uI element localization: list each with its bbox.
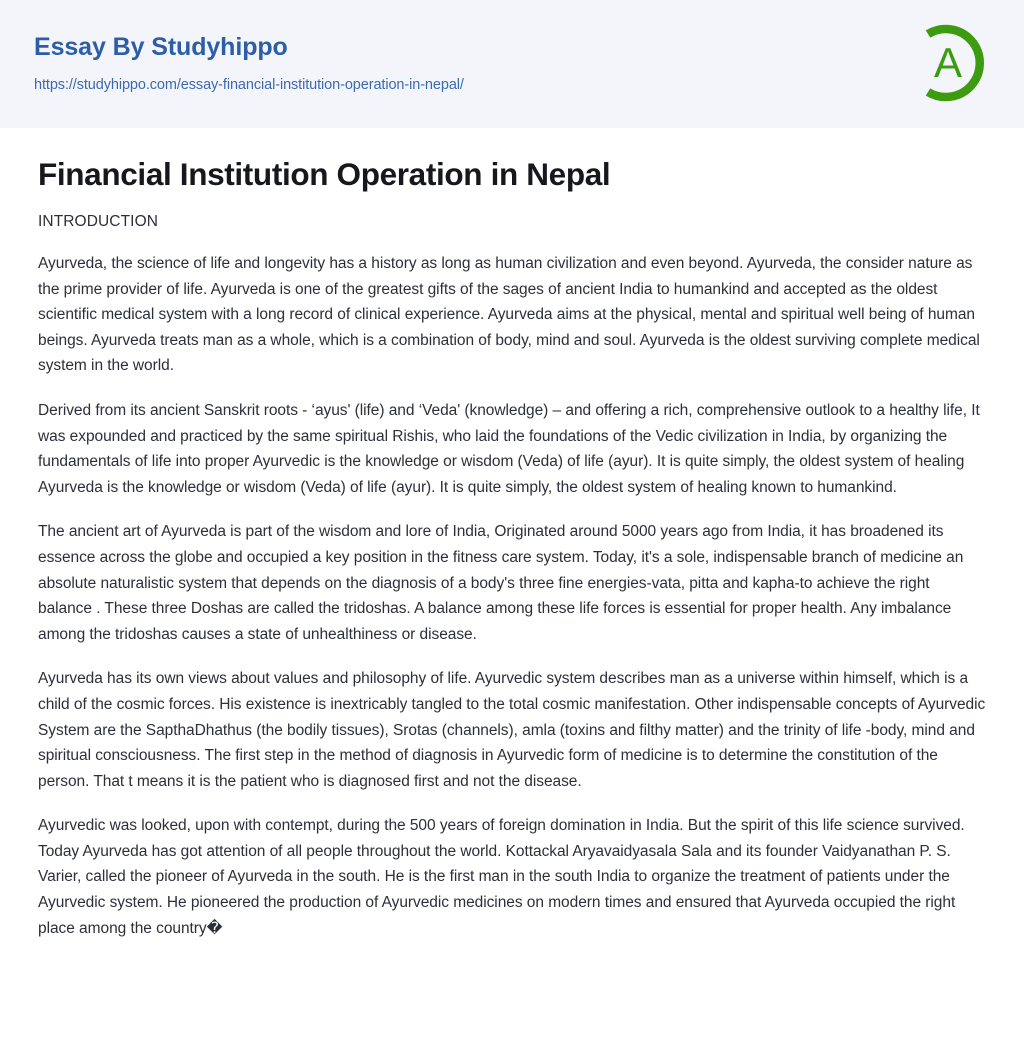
paragraph: Ayurveda has its own views about values and philosophy of life. Ayurvedic system describes man as a universe within himself, which is a child of the cosmic forces. His existence is inextricably tangled to the total cosmic manifestation. Other indispensable concepts of Ayurvedic System are the SapthaDhathus (the bodily tissues), Srotas (channels), amla (toxins and filthy matter) and the trinity of life -body, mind and spiritual consciousness. The first step in the method of diagnosis in Ayurvedic form of medicine is to determine the constitution of the person. That t means it is the patient who is diagnosed first and not the disease. <box>38 670 986 790</box>
section-label-introduction: INTRODUCTION <box>38 213 159 230</box>
studyhippo-logo-icon <box>903 17 995 109</box>
page-header <box>0 0 1024 128</box>
page-title: Financial Institution Operation in Nepal <box>38 156 611 192</box>
paragraph: Derived from its ancient Sanskrit roots - ‘ayus' (life) and ‘Veda' (knowledge) – and offering a rich, comprehensive outlook to a healthy life, It was expounded and practiced by the same spiritual Rishis, who laid the foundations of the Vedic civilization in India, by organizing the fundamentals of life into proper Ayurvedic is the knowledge or wisdom (Veda) of life (ayur). It is quite simply, the oldest system of healing Ayurveda is the knowledge or wisdom (Veda) of life (ayur). It is quite simply, the oldest system of healing known to humankind. <box>38 401 980 496</box>
source-url[interactable]: https://studyhippo.com/essay-financial-institution-operation-in-nepal/ <box>34 77 464 93</box>
paragraph: Ayurveda, the science of life and longevity has a history as long as human civilization and even beyond. Ayurveda, the consider nature as the prime provider of life. Ayurveda is one of the greatest gifts of the sages of ancient India to humankind and accepted as the oldest scientific medical system with a long record of clinical experience. Ayurveda aims at the physical, mental and spiritual well being of human beings. Ayurveda treats man as a whole, which is a combination of body, mind and soul. Ayurveda is the oldest surviving complete medical system in the world. <box>38 255 980 375</box>
document-body <box>0 128 1024 941</box>
header-text-block <box>34 32 464 94</box>
site-title: Essay By Studyhippo <box>34 33 288 61</box>
paragraph: Ayurvedic was looked, upon with contempt, during the 500 years of foreign domination in India. But the spirit of this life science survived. Today Ayurveda has got attention of all people throughout the world. Kottackal Aryavaidyasala Sala and its founder Vaidyanathan P. S. Varier, called the pioneer of Ayurveda in the south. He is the first man in the south India to organize the treatment of patients under the Ayurvedic system. He pioneered the production of Ayurvedic medicines on modern times and ensured that Ayurveda occupied the right place among the country� <box>38 817 965 937</box>
paragraph: The ancient art of Ayurveda is part of the wisdom and lore of India, Originated around 5000 years ago from India, it has broadened its essence across the globe and occupied a key position in the fitness care system. Today, it's a sole, indispensable branch of medicine an absolute naturalistic system that depends on the diagnosis of a body's three fine energies-vata, pitta and kapha-to achieve the right balance . These three Doshas are called the tridoshas. A balance among these life forces is essential for proper health. Any imbalance among the tridoshas causes a state of unhealthiness or disease. <box>38 523 964 643</box>
svg-text:A: A <box>933 39 963 86</box>
